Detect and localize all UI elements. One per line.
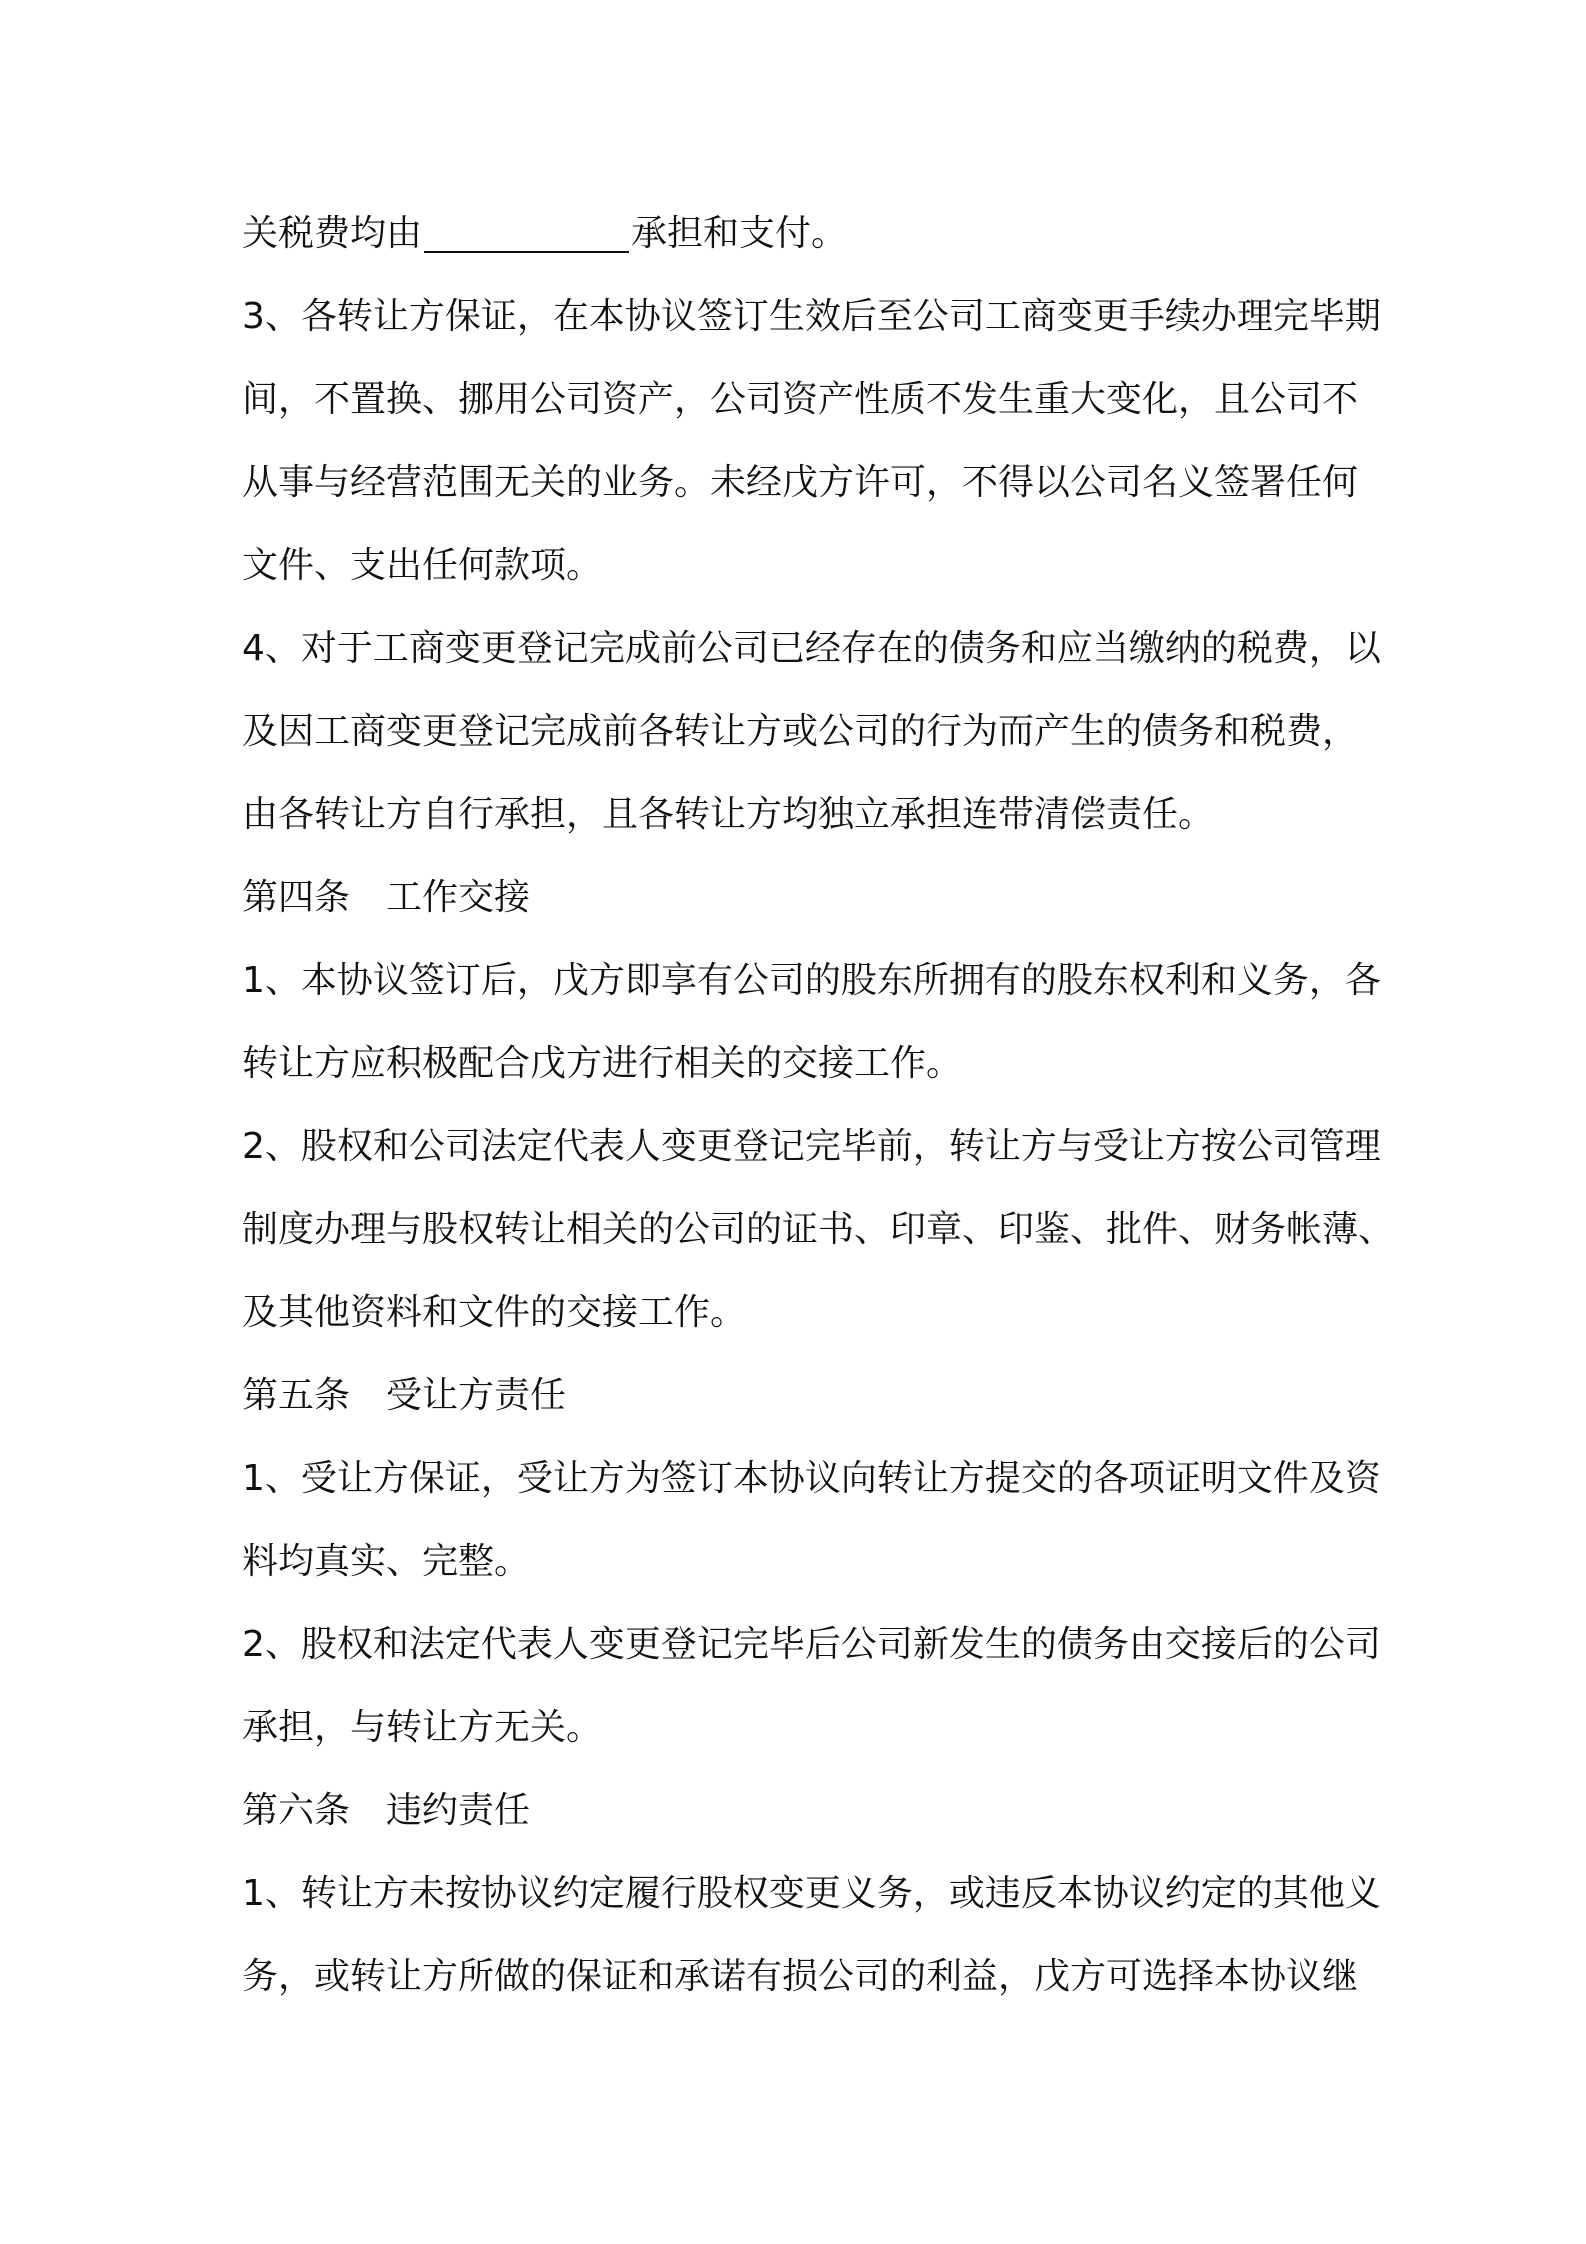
text-line: 制度办理与股权转让相关的公司的证书、印章、印鉴、批件、财务帐薄、 bbox=[242, 1209, 1395, 1250]
text-line: 4、对于工商变更登记完成前公司已经存在的债务和应当缴纳的税费，以 bbox=[242, 628, 1381, 669]
text-line: 2、股权和法定代表人变更登记完毕后公司新发生的债务由交接后的公司 bbox=[242, 1624, 1381, 1665]
text-line bbox=[242, 192, 1422, 275]
fill-in-blank bbox=[424, 211, 629, 253]
section-heading: 第四条 工作交接 bbox=[242, 877, 531, 918]
document-body bbox=[242, 192, 1422, 2018]
text-line: 文件、支出任何款项。 bbox=[242, 545, 603, 586]
text-line: 2、股权和公司法定代表人变更登记完毕前，转让方与受让方按公司管理 bbox=[242, 1126, 1381, 1167]
text-line: 由各转让方自行承担，且各转让方均独立承担连带清偿责任。 bbox=[242, 794, 1215, 835]
text-line: 1、受让方保证，受让方为签订本协议向转让方提交的各项证明文件及资 bbox=[242, 1458, 1381, 1499]
text-line: 1、本协议签订后，戊方即享有公司的股东所拥有的股东权利和义务，各 bbox=[242, 960, 1381, 1001]
text-line: 承担，与转让方无关。 bbox=[242, 1707, 603, 1748]
text-line: 及因工商变更登记完成前各转让方或公司的行为而产生的债务和税费， bbox=[242, 711, 1359, 752]
text-line: 1、转让方未按协议约定履行股权变更义务，或违反本协议约定的其他义 bbox=[242, 1873, 1381, 1914]
text-line: 3、各转让方保证，在本协议签订生效后至公司工商变更手续办理完毕期 bbox=[242, 296, 1381, 337]
text-line: 从事与经营范围无关的业务。未经戊方许可，不得以公司名义签署任何 bbox=[242, 462, 1359, 503]
text-line: 转让方应积极配合戊方进行相关的交接工作。 bbox=[242, 1043, 963, 1084]
section-heading: 第五条 受让方责任 bbox=[242, 1375, 567, 1416]
text-line: 间，不置换、挪用公司资产，公司资产性质不发生重大变化，且公司不 bbox=[242, 379, 1359, 420]
text-before-blank: 关税费均由 bbox=[242, 213, 423, 254]
text-line: 务，或转让方所做的保证和承诺有损公司的利益，戊方可选择本协议继 bbox=[242, 1956, 1359, 1997]
text-line: 料均真实、完整。 bbox=[242, 1541, 531, 1582]
text-after-blank: 承担和支付。 bbox=[631, 213, 848, 254]
text-line: 及其他资料和文件的交接工作。 bbox=[242, 1292, 747, 1333]
section-heading: 第六条 违约责任 bbox=[242, 1790, 531, 1831]
